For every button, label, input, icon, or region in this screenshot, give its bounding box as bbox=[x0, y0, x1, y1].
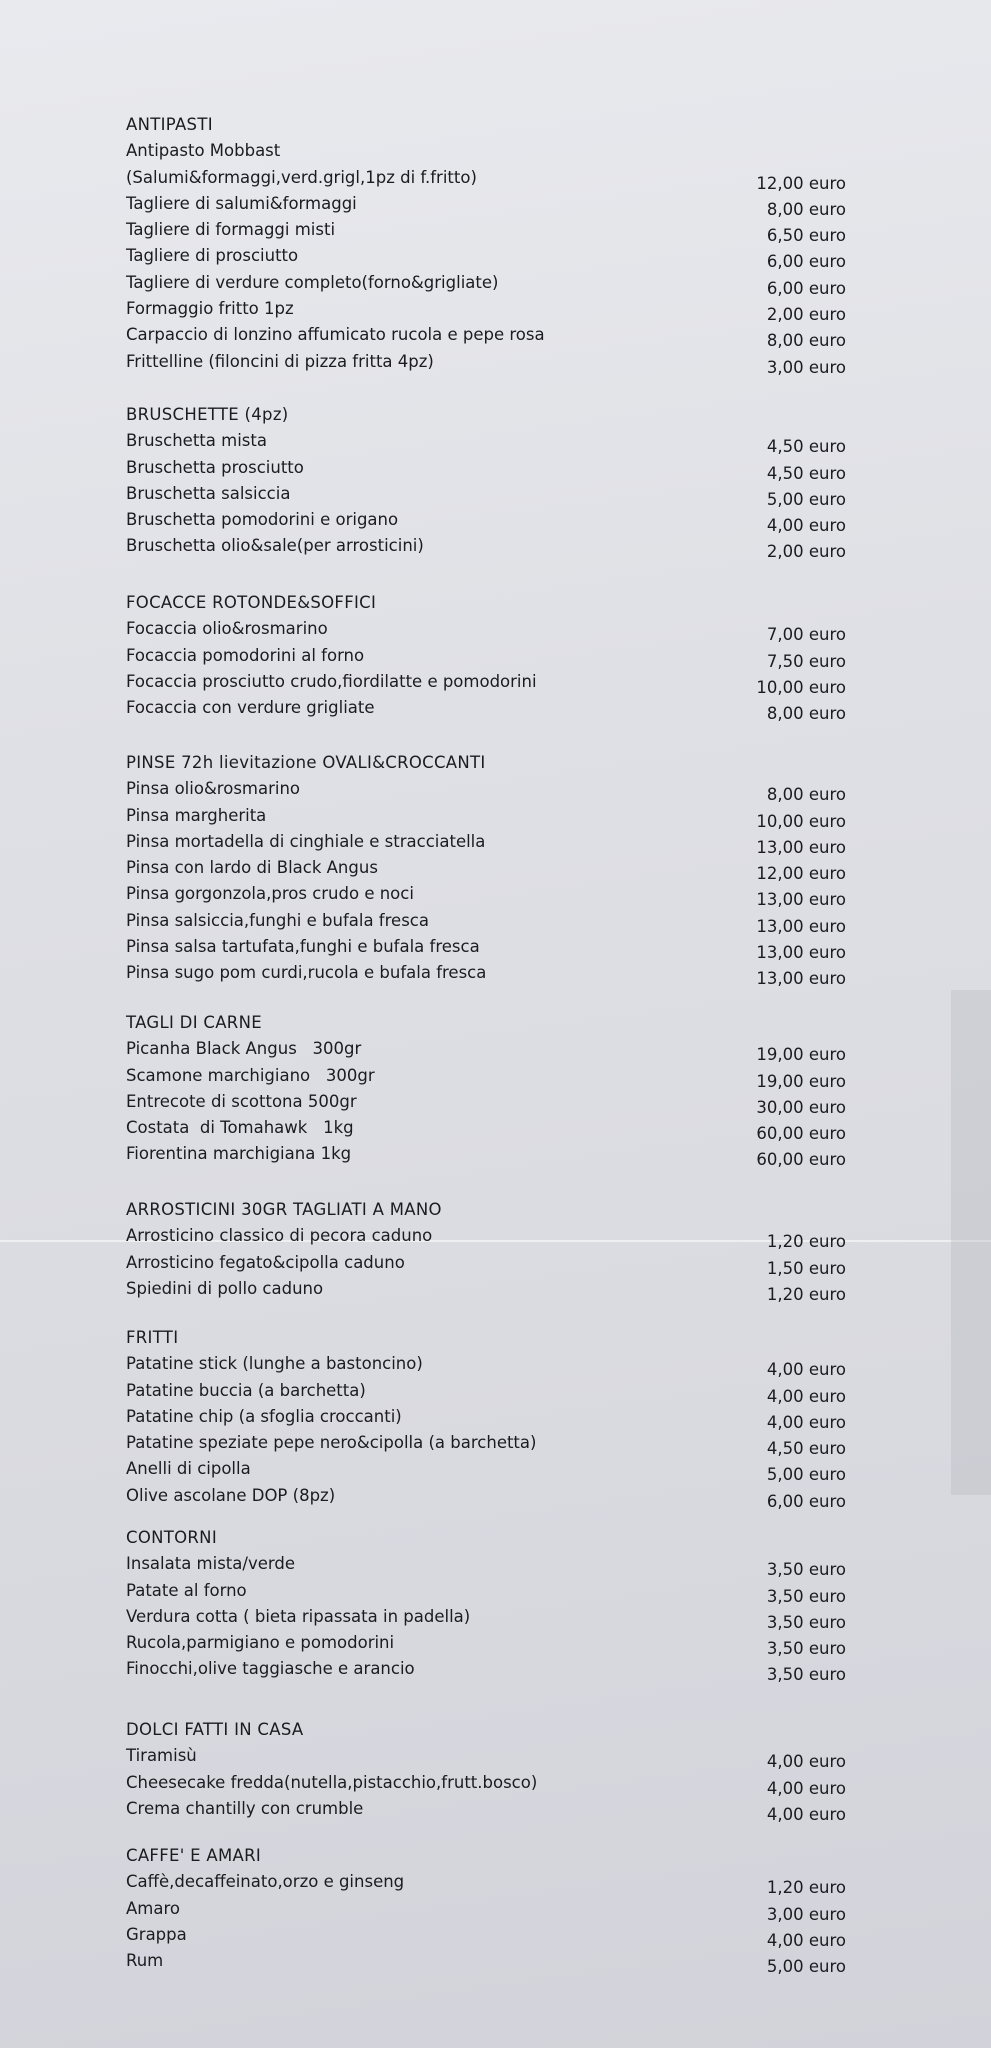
item-price: 3,50 euro bbox=[766, 1586, 846, 1606]
menu-item bbox=[126, 1141, 846, 1170]
menu-section bbox=[126, 590, 846, 724]
item-name: Pinsa salsa tartufata,funghi e bufala fresca bbox=[126, 937, 480, 957]
item-name: Tagliere di verdure completo(forno&grigliate) bbox=[126, 272, 499, 292]
item-name: Anelli di cipolla bbox=[126, 1459, 251, 1479]
menu-item bbox=[126, 1223, 846, 1252]
section-title: CONTORNI bbox=[126, 1528, 217, 1547]
section-title: FOCACCE ROTONDE&SOFFICI bbox=[126, 593, 377, 612]
item-price: 12,00 euro bbox=[756, 173, 846, 193]
item-name: Fiorentina marchigiana 1kg bbox=[126, 1144, 352, 1164]
item-name: Arrosticino fegato&cipolla caduno bbox=[126, 1252, 405, 1272]
menu-item bbox=[126, 1922, 846, 1948]
item-name: Pinsa sugo pom curdi,rucola e bufala fresca bbox=[126, 963, 487, 983]
item-price: 4,00 euro bbox=[766, 1412, 846, 1432]
item-price: 3,00 euro bbox=[766, 357, 846, 377]
item-price: 1,20 euro bbox=[766, 1878, 846, 1898]
item-name: Pinsa margherita bbox=[126, 805, 267, 825]
item-name: Tagliere di prosciutto bbox=[126, 246, 299, 266]
menu-item bbox=[126, 428, 846, 457]
menu-item bbox=[126, 1551, 846, 1580]
item-price: 4,00 euro bbox=[766, 516, 846, 536]
menu-item bbox=[126, 1869, 846, 1898]
item-price: 4,00 euro bbox=[766, 1386, 846, 1406]
item-price: 3,50 euro bbox=[766, 1612, 846, 1632]
item-price: 13,00 euro bbox=[756, 837, 846, 857]
menu-item bbox=[126, 507, 846, 536]
item-name: Focaccia pomodorini al forno bbox=[126, 645, 365, 665]
item-name: Costata di Tomahawk 1kg bbox=[126, 1118, 354, 1138]
item-price: 1,20 euro bbox=[766, 1232, 846, 1252]
item-name: Bruschetta mista bbox=[126, 431, 267, 451]
item-price: 2,00 euro bbox=[766, 305, 846, 325]
menu-item bbox=[126, 908, 846, 934]
menu-item bbox=[126, 803, 846, 829]
item-price: 3,50 euro bbox=[766, 1560, 846, 1580]
menu-item bbox=[126, 855, 846, 884]
item-price: 8,00 euro bbox=[766, 199, 846, 219]
item-name: Patatine buccia (a barchetta) bbox=[126, 1380, 366, 1400]
section-title: DOLCI FATTI IN CASA bbox=[126, 1720, 304, 1739]
menu-item bbox=[126, 669, 846, 695]
item-name: Bruschetta pomodorini e origano bbox=[126, 510, 399, 530]
menu-section bbox=[126, 1325, 846, 1509]
section-title: TAGLI DI CARNE bbox=[126, 1013, 262, 1032]
item-price: 60,00 euro bbox=[756, 1150, 846, 1170]
menu-item bbox=[126, 455, 846, 481]
item-price: 7,50 euro bbox=[766, 651, 846, 671]
menu-item bbox=[126, 1796, 846, 1822]
item-price: 60,00 euro bbox=[756, 1124, 846, 1144]
menu-item bbox=[126, 533, 846, 562]
menu-item bbox=[126, 1430, 846, 1459]
menu-item bbox=[126, 1351, 846, 1380]
menu-item bbox=[126, 1250, 846, 1276]
item-price: 6,00 euro bbox=[766, 252, 846, 272]
menu-item bbox=[126, 1036, 846, 1065]
item-name: Pinsa salsiccia,funghi e bufala fresca bbox=[126, 910, 429, 930]
menu-item bbox=[126, 1948, 846, 1977]
menu-item bbox=[126, 1456, 846, 1485]
item-price: 10,00 euro bbox=[756, 677, 846, 697]
item-price: 12,00 euro bbox=[756, 864, 846, 884]
item-name: Formaggio fritto 1pz bbox=[126, 299, 294, 319]
item-name: Patatine stick (lunghe a bastoncino) bbox=[126, 1354, 423, 1374]
menu-item bbox=[126, 960, 846, 989]
menu-item bbox=[126, 217, 846, 246]
menu-section bbox=[126, 1717, 846, 1822]
item-name: Rucola,parmigiano e pomodorini bbox=[126, 1633, 395, 1653]
item-price: 6,00 euro bbox=[766, 1491, 846, 1511]
menu-item bbox=[126, 1656, 846, 1685]
item-name: Focaccia prosciutto crudo,fiordilatte e pomodorini bbox=[126, 671, 537, 691]
item-price: 4,50 euro bbox=[766, 437, 846, 457]
section-title: ARROSTICINI 30GR TAGLIATI A MANO bbox=[126, 1200, 442, 1219]
item-price: 10,00 euro bbox=[756, 811, 846, 831]
menu-item bbox=[126, 270, 846, 296]
item-name: Spiedini di pollo caduno bbox=[126, 1278, 324, 1298]
item-name: Scamone marchigiano 300gr bbox=[126, 1065, 375, 1085]
item-name: Tagliere di formaggi misti bbox=[126, 220, 336, 240]
item-name: Crema chantilly con crumble bbox=[126, 1798, 364, 1818]
menu-section bbox=[126, 1197, 846, 1302]
item-price: 5,00 euro bbox=[766, 1957, 846, 1977]
menu-item bbox=[126, 934, 846, 963]
item-name: Amaro bbox=[126, 1898, 180, 1918]
item-name: Patatine chip (a sfoglia croccanti) bbox=[126, 1406, 402, 1426]
item-price: 2,00 euro bbox=[766, 542, 846, 562]
item-price: 6,50 euro bbox=[766, 226, 846, 246]
item-price: 4,50 euro bbox=[766, 463, 846, 483]
menu-item bbox=[126, 1743, 846, 1772]
menu-item bbox=[126, 349, 846, 375]
item-name: Grappa bbox=[126, 1924, 187, 1944]
menu-section bbox=[126, 112, 846, 375]
item-price: 8,00 euro bbox=[766, 331, 846, 351]
menu-section bbox=[126, 1010, 846, 1168]
item-price: 13,00 euro bbox=[756, 969, 846, 989]
item-price: 1,50 euro bbox=[766, 1258, 846, 1278]
item-name: Bruschetta salsiccia bbox=[126, 483, 291, 503]
item-name: Focaccia con verdure grigliate bbox=[126, 698, 375, 718]
item-price: 4,50 euro bbox=[766, 1439, 846, 1459]
item-name: Verdura cotta ( bieta ripassata in padella) bbox=[126, 1606, 471, 1626]
item-name: Focaccia olio&rosmarino bbox=[126, 619, 328, 639]
item-price: 19,00 euro bbox=[756, 1071, 846, 1091]
item-price: 5,00 euro bbox=[766, 1465, 846, 1485]
menu-item bbox=[126, 322, 846, 351]
menu-item bbox=[126, 243, 846, 272]
menu-section bbox=[126, 402, 846, 560]
item-price: 7,00 euro bbox=[766, 625, 846, 645]
item-price: 6,00 euro bbox=[766, 278, 846, 298]
paper-edge-shadow bbox=[951, 990, 991, 1495]
menu-item bbox=[126, 829, 846, 855]
menu-item bbox=[126, 1063, 846, 1089]
item-name: Tiramisù bbox=[126, 1746, 197, 1766]
section-title: BRUSCHETTE (4pz) bbox=[126, 405, 289, 424]
item-name: Entrecote di scottona 500gr bbox=[126, 1091, 357, 1111]
menu-section bbox=[126, 750, 846, 987]
menu-item bbox=[126, 1276, 846, 1302]
item-name: (Salumi&formaggi,verd.grigl,1pz di f.fritto) bbox=[126, 167, 477, 187]
item-name: Frittelline (filoncini di pizza fritta 4pz) bbox=[126, 351, 434, 371]
item-name: Insalata mista/verde bbox=[126, 1554, 295, 1574]
item-price: 4,00 euro bbox=[766, 1752, 846, 1772]
item-price: 4,00 euro bbox=[766, 1360, 846, 1380]
menu-item bbox=[126, 881, 846, 910]
item-name: Caffè,decaffeinato,orzo e ginseng bbox=[126, 1872, 405, 1892]
item-price: 1,20 euro bbox=[766, 1284, 846, 1304]
menu-item bbox=[126, 643, 846, 669]
menu-item bbox=[126, 776, 846, 805]
item-price: 13,00 euro bbox=[756, 943, 846, 963]
menu-item bbox=[126, 296, 846, 325]
menu-item bbox=[126, 1483, 846, 1509]
item-name: Finocchi,olive taggiasche e arancio bbox=[126, 1659, 415, 1679]
item-price: 3,50 euro bbox=[766, 1665, 846, 1685]
item-price: 13,00 euro bbox=[756, 890, 846, 910]
item-price: 13,00 euro bbox=[756, 916, 846, 936]
menu-item bbox=[126, 1404, 846, 1430]
item-price: 4,00 euro bbox=[766, 1804, 846, 1824]
item-name: Patate al forno bbox=[126, 1580, 247, 1600]
menu-item bbox=[126, 481, 846, 507]
item-name: Arrosticino classico di pecora caduno bbox=[126, 1226, 433, 1246]
item-name: Bruschetta prosciutto bbox=[126, 457, 304, 477]
menu-item bbox=[126, 165, 846, 191]
menu-item bbox=[126, 1378, 846, 1404]
item-name: Carpaccio di lonzino affumicato rucola e pepe rosa bbox=[126, 325, 545, 345]
item-name: Antipasto Mobbast bbox=[126, 141, 281, 161]
item-name: Tagliere di salumi&formaggi bbox=[126, 193, 357, 213]
item-name: Rum bbox=[126, 1951, 164, 1971]
item-price: 8,00 euro bbox=[766, 785, 846, 805]
menu-item bbox=[126, 1896, 846, 1922]
section-title: PINSE 72h lievitazione OVALI&CROCCANTI bbox=[126, 753, 486, 772]
section-title: FRITTI bbox=[126, 1328, 179, 1347]
menu-item bbox=[126, 1630, 846, 1659]
item-name: Picanha Black Angus 300gr bbox=[126, 1039, 362, 1059]
item-price: 4,00 euro bbox=[766, 1778, 846, 1798]
menu-item bbox=[126, 616, 846, 645]
section-title: CAFFE' E AMARI bbox=[126, 1846, 262, 1865]
item-name: Pinsa mortadella di cinghiale e stracciatella bbox=[126, 831, 486, 851]
menu-item bbox=[126, 1578, 846, 1604]
item-name: Pinsa olio&rosmarino bbox=[126, 779, 301, 799]
item-price: 4,00 euro bbox=[766, 1930, 846, 1950]
menu-item bbox=[126, 1089, 846, 1115]
menu-item bbox=[126, 1604, 846, 1630]
item-name: Bruschetta olio&sale(per arrosticini) bbox=[126, 536, 424, 556]
item-price: 5,00 euro bbox=[766, 489, 846, 509]
menu-item bbox=[126, 138, 846, 164]
menu-item bbox=[126, 191, 846, 217]
item-name: Olive ascolane DOP (8pz) bbox=[126, 1485, 336, 1505]
item-price: 30,00 euro bbox=[756, 1097, 846, 1117]
item-price: 3,00 euro bbox=[766, 1904, 846, 1924]
menu-item bbox=[126, 695, 846, 724]
menu-item bbox=[126, 1115, 846, 1144]
item-name: Patatine speziate pepe nero&cipolla (a barchetta) bbox=[126, 1433, 537, 1453]
menu-item bbox=[126, 1770, 846, 1796]
item-price: 3,50 euro bbox=[766, 1639, 846, 1659]
item-price bbox=[736, 138, 846, 164]
item-price: 19,00 euro bbox=[756, 1045, 846, 1065]
item-price: 8,00 euro bbox=[766, 704, 846, 724]
item-name: Cheesecake fredda(nutella,pistacchio,frutt.bosco) bbox=[126, 1772, 538, 1792]
item-name: Pinsa con lardo di Black Angus bbox=[126, 858, 378, 878]
menu-section bbox=[126, 1843, 846, 1977]
item-name: Pinsa gorgonzola,pros crudo e noci bbox=[126, 884, 414, 904]
section-title: ANTIPASTI bbox=[126, 115, 213, 134]
menu-section bbox=[126, 1525, 846, 1683]
